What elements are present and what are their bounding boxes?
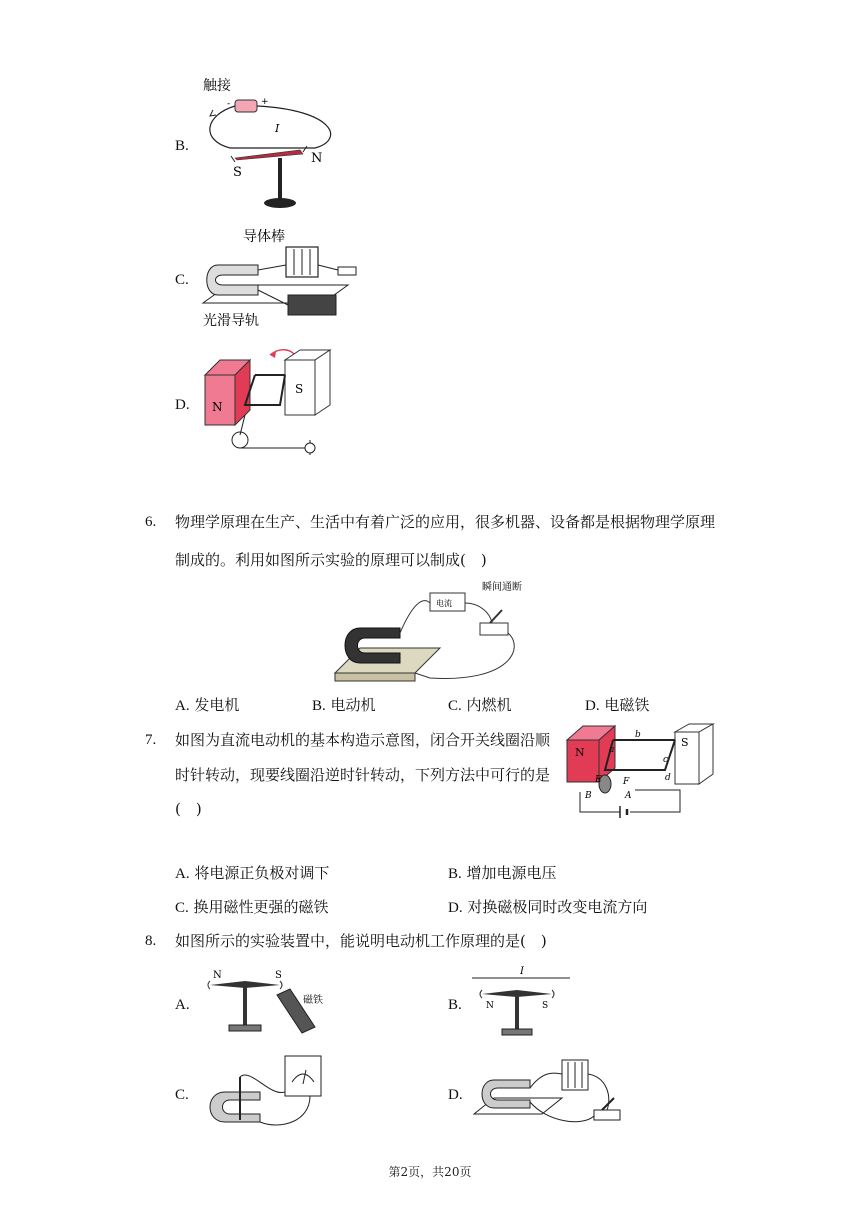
q5-option-b-figure	[195, 70, 345, 215]
page-footer: 第2页，共20页	[388, 1165, 472, 1179]
ring-a-label: A	[625, 791, 632, 801]
q7-option-d-text: 对换磁极同时改变电流方向	[467, 898, 648, 916]
coil-c-label: c	[663, 755, 669, 765]
coil-d-label: d	[665, 773, 671, 783]
q7-option-b[interactable]	[448, 863, 557, 884]
touch-label: 触接	[203, 78, 231, 94]
q6-option-a-text: 发电机	[194, 696, 240, 714]
compass-magnet-figure	[205, 965, 335, 1040]
q6-option-c-letter: C.	[448, 698, 462, 714]
rotating-coil-figure	[200, 345, 350, 465]
q8-option-d-figure	[472, 1052, 632, 1134]
magnet-galvanometer-figure	[200, 1052, 330, 1132]
b-needle-n-label: N	[486, 1001, 494, 1011]
q7-option-c-text: 换用磁性更强的磁铁	[193, 898, 329, 916]
q6-number: 6.	[145, 514, 157, 530]
q6-stem-line1: 物理学原理在生产、生活中有着广泛的应用，很多机器、设备都是根据物理学原理	[175, 513, 716, 531]
brush-f-label: F	[623, 777, 630, 787]
q6-figure	[330, 578, 530, 690]
current-label: I	[275, 122, 280, 135]
q6-option-b-text: 电动机	[330, 696, 376, 714]
ring-b-label: B	[585, 791, 592, 801]
rail-label: 光滑导轨	[203, 313, 259, 329]
q6-option-d[interactable]	[585, 695, 649, 716]
q8-option-c-figure	[200, 1052, 330, 1132]
q8-option-c-letter[interactable]: C.	[175, 1087, 189, 1103]
rail-rod-figure	[198, 225, 368, 333]
q7-option-a[interactable]	[175, 863, 329, 884]
q8-option-a-figure	[205, 965, 335, 1040]
q7-stem-line2: 时针转动，现要线圈沿逆时针转动，下列方法中可行的是	[175, 766, 551, 784]
q6-option-b-letter: B.	[312, 698, 326, 714]
magnet-label: 磁铁	[303, 995, 323, 1006]
q8-option-d-letter[interactable]: D.	[448, 1087, 463, 1103]
magnet-rod-meter-figure	[330, 578, 530, 690]
rod-label: 导体棒	[243, 229, 285, 245]
q6-option-d-letter: D.	[585, 698, 600, 714]
q7-option-d[interactable]	[448, 897, 647, 918]
q7-stem-line3: ( )	[175, 800, 202, 818]
q8-option-b-figure	[472, 962, 572, 1042]
q6-option-a[interactable]	[175, 695, 239, 716]
q7-option-d-letter: D.	[448, 900, 463, 916]
coil-b-label: b	[635, 730, 641, 740]
q7-number: 7.	[145, 732, 157, 748]
q7-option-b-letter: B.	[448, 866, 462, 882]
q8-number: 8.	[145, 933, 157, 949]
switch-label: 瞬间通断	[482, 582, 522, 593]
q7-figure	[565, 722, 717, 820]
q5-option-c-figure	[198, 225, 368, 333]
q6-option-d-text: 电磁铁	[604, 696, 650, 714]
wire-compass-figure	[472, 962, 572, 1042]
q5-option-d-letter: D.	[175, 397, 190, 413]
compass-n-label: N	[311, 151, 323, 166]
needle-n-label: N	[213, 970, 222, 981]
wire-current-label: I	[520, 966, 524, 977]
q6-option-a-letter: A.	[175, 698, 190, 714]
brush-e-label: E	[595, 775, 602, 785]
svg-text:-: -	[227, 99, 231, 109]
q7-option-b-text: 增加电源电压	[466, 864, 557, 882]
q8-option-a-letter[interactable]: A.	[175, 997, 190, 1013]
q6-stem-line2: 制成的。利用如图所示实验的原理可以制成( )	[175, 551, 487, 569]
q7-option-a-text: 将电源正负极对调下	[194, 864, 330, 882]
coil-a-label: a	[609, 745, 615, 755]
q7-option-c-letter: C.	[175, 900, 189, 916]
q7-option-c[interactable]	[175, 897, 329, 918]
q8-option-b-letter[interactable]: B.	[448, 997, 462, 1013]
magnet-s-label: S	[295, 382, 304, 396]
motor-n-label: N	[575, 746, 585, 759]
q8-stem-line1: 如图所示的实验装置中，能说明电动机工作原理的是( )	[175, 932, 547, 950]
compass-s-label: S	[233, 165, 242, 180]
svg-text:+: +	[261, 97, 269, 107]
needle-s-label: S	[275, 970, 282, 981]
q6-option-b[interactable]	[312, 695, 376, 716]
q5-option-d-figure	[200, 345, 350, 465]
magnet-n-label: N	[212, 400, 223, 414]
q6-option-c[interactable]	[448, 695, 512, 716]
q6-option-c-text: 内燃机	[466, 696, 512, 714]
b-needle-s-label: S	[542, 1001, 549, 1011]
q7-option-a-letter: A.	[175, 866, 190, 882]
compass-wire-figure	[195, 70, 345, 215]
dc-motor-figure	[565, 722, 717, 820]
rail-battery-switch-figure	[472, 1052, 632, 1134]
q5-option-c-letter: C.	[175, 272, 189, 288]
meter-label: 电流	[436, 599, 452, 608]
motor-s-label: S	[681, 736, 689, 749]
q5-option-b-letter: B.	[175, 138, 189, 154]
q7-stem-line1: 如图为直流电动机的基本构造示意图，闭合开关线圈沿顺	[175, 731, 551, 749]
